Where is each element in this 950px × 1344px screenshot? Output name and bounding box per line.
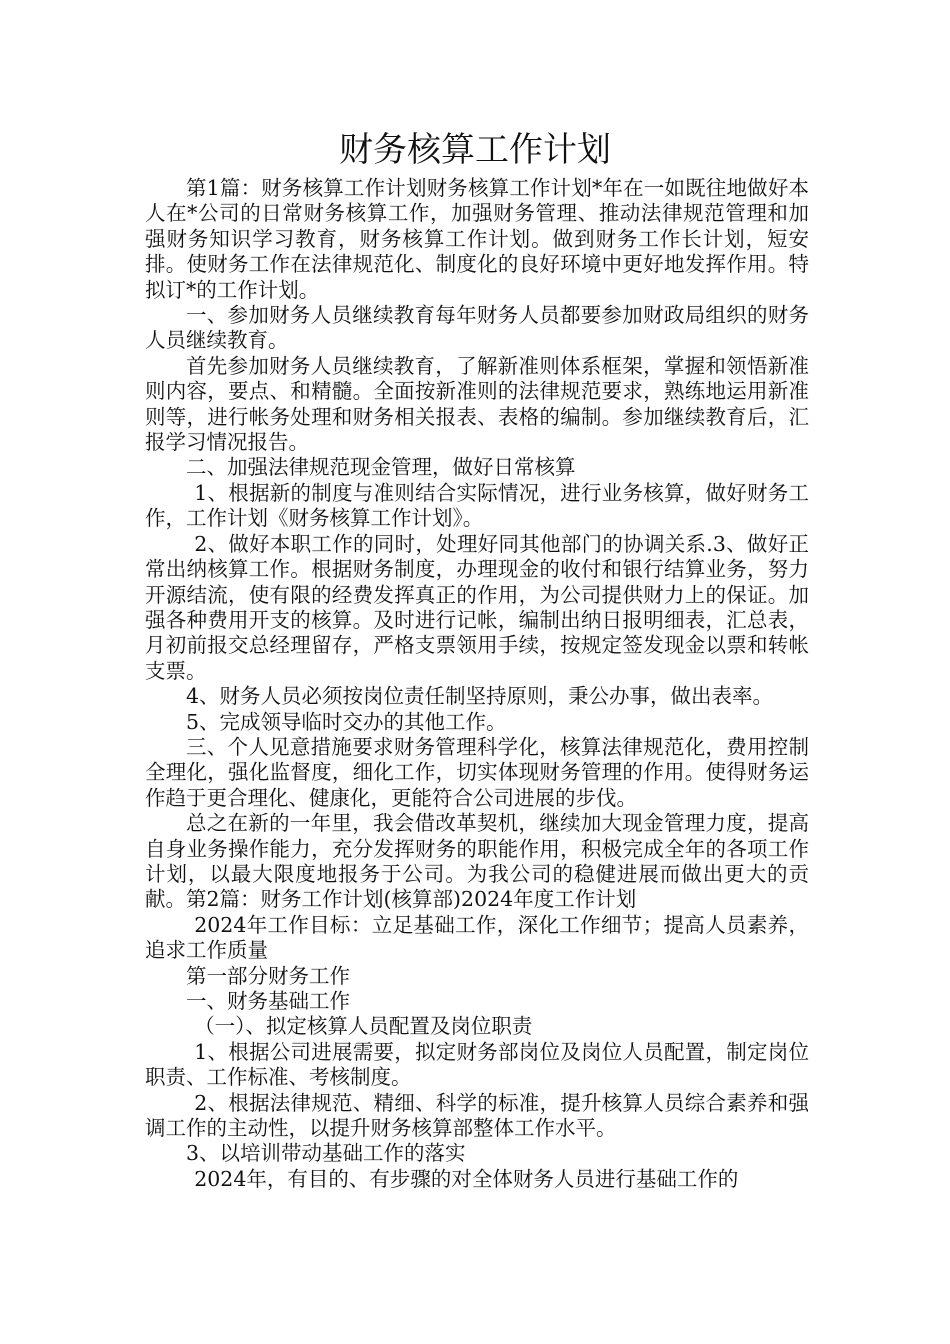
- paragraph: 一、参加财务人员继续教育每年财务人员都要参加财政局组织的财务人员继续教育。: [145, 303, 809, 353]
- paragraph: 3、以培训带动基础工作的落实: [186, 1141, 466, 1166]
- paragraph: 1、根据新的制度与准则结合实际情况，进行业务核算，做好财务工作，工作计划《财务核算工作计划》。: [145, 480, 809, 531]
- paragraph: 第一部分财务工作: [186, 963, 350, 988]
- paragraph: 总之在新的一年里，我会借改革契机，继续加大现金管理力度，提高自身业务操作能力，充分发挥财务的职能作用，积极完成全年的各项工作计划，以最大限度地报务于公司。为我公司的稳健进展而做出更大的贡献。第2篇：财务工作计划(核算部)2024年度工作计划: [145, 811, 809, 912]
- document-body: [145, 176, 809, 1192]
- paragraph: 首先参加财务人员继续教育，了解新准则体系框架，掌握和领悟新准则内容，要点、和精髓。全面按新准则的法律规范要求，熟练地运用新准则等，进行帐务处理和财务相关报表、表格的编制。参加继续教育后，汇报学习情况报告。: [145, 353, 809, 455]
- document-title: 财务核算工作计划: [339, 130, 611, 170]
- paragraph: 2、根据法律规范、精细、科学的标准，提升核算人员综合素养和强调工作的主动性，以提升财务核算部整体工作水平。: [145, 1090, 809, 1141]
- paragraph: 5、完成领导临时交办的其他工作。: [186, 709, 507, 734]
- paragraph: 1、根据公司进展需要，拟定财务部岗位及岗位人员配置，制定岗位职责、工作标准、考核制度。: [145, 1039, 809, 1090]
- paragraph: 4、财务人员必须按岗位责任制坚持原则，秉公办事，做出表率。: [186, 684, 774, 709]
- paragraph: 三、个人见意措施要求财务管理科学化，核算法律规范化，费用控制全理化，强化监督度，细化工作，切实体现财务管理的作用。使得财务运作趋于更合理化、健康化，更能符合公司进展的步伐。: [145, 734, 809, 810]
- paragraph: 第1篇：财务核算工作计划财务核算工作计划*年在一如既往地做好本人在*公司的日常财务核算工作，加强财务管理、推动法律规范管理和加强财务知识学习教育，财务核算工作计划。做到财务工作长计划，短安排。使财务工作在法律规范化、制度化的良好环境中更好地发挥作用。特拟订*的工作计划。: [145, 176, 809, 302]
- paragraph: 二、加强法律规范现金管理，做好日常核算: [186, 455, 576, 480]
- paragraph: 一、财务基础工作: [186, 989, 350, 1013]
- paragraph: （一）、拟定核算人员配置及岗位职责: [194, 1014, 533, 1039]
- paragraph: 2、做好本职工作的同时，处理好同其他部门的协调关系.3、做好正常出纳核算工作。根据财务制度，办理现金的收付和银行结算业务，努力开源结流，使有限的经费发挥真正的作用，为公司提供财力上的保证。加强各种费用开支的核算。及时进行记帐，编制出纳日报明细表，汇总表，月初前报交总经理留存，严格支票领用手续，按规定签发现金以票和转帐支票。: [145, 531, 809, 683]
- paragraph: 2024年工作目标：立足基础工作，深化工作细节；提高人员素养，追求工作质量: [145, 912, 809, 963]
- paragraph: 2024年，有目的、有步骤的对全体财务人员进行基础工作的: [194, 1166, 739, 1191]
